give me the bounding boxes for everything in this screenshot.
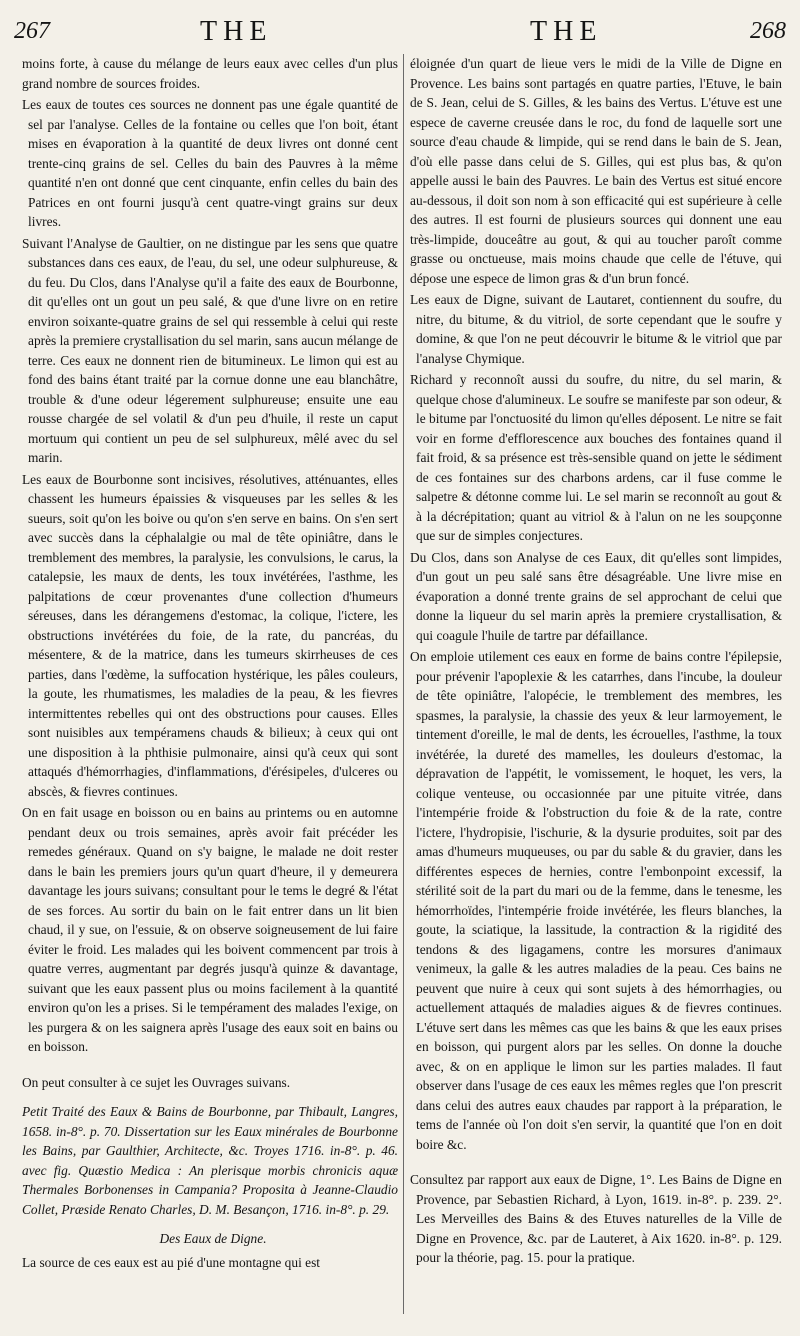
running-head-right: THE — [530, 16, 603, 47]
paragraph: Les eaux de toutes ces sources ne donnent pas une égale quantité de sel par l'analyse. Celles de la fontaine ou celles que l'on boit, étant mises en évaporation à la quantité de deux livres ont donné cent trente-cinq grains de sel. Celles du bain des Pauvres à la même quantité n'en ont donné que cent cinquante, enfin celles du bain des Patrices en ont fourni jusqu'à cent quatre-vingt grains sur deux livres. — [22, 97, 398, 229]
column-divider — [403, 54, 404, 1314]
paragraph: On en fait usage en boisson ou en bains au printems ou en automne pendant deux ou trois semaines, après avoir fait précéder les remedes généraux. Quand on s'y baigne, le malade ne doit rester dans le bain les premiers jours qu'un quart d'heure, il y demeurera davantage les jours suivans; consultant pour le tems le degré & l'état de ses forces. Au sortir du bain on le fait entrer dans un lit bien chaud, il y sue, on l'essuie, & on observe soigneusement de lui faire éviter le froid. Les malades qui les boivent commencent par trois à quatre verres, augmentant par degrés jusqu'à quinze & davantage, suivant que les eaux passent plus ou moins facilement à la quantité environ qu'on les a prises. Si le tempérament des malades l'exige, on les purgera & on les saignera après l'usage des eaux soit en bains ou en boisson. — [22, 805, 398, 1054]
paragraph: éloignée d'un quart de lieue vers le midi de la Ville de Digne en Provence. Les bains sont partagés en quatre parties, l'Etuve, le bain de S. Jean, celui de S. Gilles, & les bains des Vertus. L'étuve est une espece de caverne creusée dans le roc, du fond de laquelle sort une source d'eau chaude & limpide, qui se rend dans le bain de S. Jean, d'où elle passe dans celui de S. Gilles, qui est plus bas, & qu'on appelle aussi le bain des Pauvres. Le bain des Vertus est situé encore au-dessous, il doit son nom à son efficacité qui est supérieure à celle des autres. Il est fourni de plusieurs sources qui donnent une eau très-limpide, douceâtre au gout, & qui au toucher paroît comme grasse ou onctueuse, mais moins chaude que celle de l'étuve, qui dépose une espece de limon gras & d'un brun foncé. — [410, 56, 782, 286]
right-column — [410, 54, 782, 1270]
paragraph: Du Clos, dans son Analyse de ces Eaux, dit qu'elles sont limpides, d'un gout un peu salé sans être désagréable. Une livre mise en évaporation a donné trente grains de sel approchant de celui que donne la liqueur du sel marin après la premiere crystallisation, & qui coagule l'huile de tartre par défaillance. — [410, 549, 782, 643]
page-number-right: 268 — [750, 18, 786, 44]
section-title: Des Eaux de Digne. — [159, 1231, 267, 1246]
left-column — [22, 54, 398, 1274]
bibliography-entry: Petit Traité des Eaux & Bains de Bourbonne, par Thibault, Langres, 1658. in-8°. p. 70. Dissertation sur les Eaux minérales de Bourbonne les Bains, par Gaulthier, Architecte, &c. Troyes 1716. in-8°. p. 46. avec fig. Quæstio Medica : An plerisque morbis chronicis aquæ Thermales Borbonenses in Campania? Proposita à Jeanne-Claudio Collet, Præside Renato Charles, D. M. Besançon, 1716. in-8°. p. 29. — [22, 1104, 398, 1217]
paragraph: Les eaux de Bourbonne sont incisives, résolutives, atténuantes, elles chassent les humeurs épaissies & visqueuses par les selles & les sueurs, soit qu'on les boive ou qu'on s'en serve en bains. On s'en sert avec succès dans la céphalalgie ou mal de tête opiniâtre, dans le tremblement des membres, la paralysie, les convulsions, le carus, la catalepsie, les maux de dents, les toux invétérées, l'asthme, les palpitations de cœur provenantes d'une collection d'humeurs séreuses, dans les dérangemens d'estomac, la colique, l'ictere, les obstructions invétérées du foie, de la rate, du pancréas, du mésentere, & de la matrice, dans les tumeurs skirrheuses de ces parties, dans l'œdème, la suffocation hystérique, les pâles couleurs, la goute, les rhumatismes, les maladies de la peau, & les fievres intermittentes rebelles qui ont des obstructions pour causes. Elles sont nuisibles aux tempéramens chauds & bilieux; à ceux qui ont une disposition à la phthisie pulmonaire, ainsi qu'à ceux qui sont attaqués d'hémorrhagies, d'inflammations, d'érésipeles, d'ulceres ou abscès, & fievres continues. — [22, 471, 398, 799]
paragraph: Suivant l'Analyse de Gaultier, on ne distingue par les sens que quatre substances dans ces eaux, de l'eau, du sel, une odeur sulphureuse, & du feu. Du Clos, dans l'Analyse qu'il a faite des eaux de Bourbonne, dit qu'elles ont un gout un peu salé, & que d'une livre on en retire environ soixante-quatre grains de sel qui ressemble à celui qui reste après la premiere crystallisation du sel marin, sans aucun mélange de terre. Ces eaux ne donnent rien de bitumineux. Le limon qui est au fond des bains étant traité par la cornue donne une eau blanchâtre, trouble & d'une odeur légerement sulphureuse; ensuite une eau rousse chargée de sel volatil & d'un peu d'huile, il reste un caput mortuum qui contient un peu de sel sulphureux, mêlé avec du sel marin. — [22, 235, 398, 465]
paragraph: Consultez par rapport aux eaux de Digne, 1°. Les Bains de Digne en Provence, par Sebastien Richard, à Lyon, 1619. in-8°. p. 239. 2°. Les Merveilles des Bains & des Etuves naturelles de la Ville de Digne en Provence, &c. par de Lauteret, à Aix 1620. in-8°. p. 129. pour la théorie, pag. 15. pour la pratique. — [410, 1172, 782, 1265]
consult-line: On peut consulter à ce sujet les Ouvrages suivans. — [22, 1074, 291, 1090]
paragraph: La source de ces eaux est au pié d'une montagne qui est — [22, 1254, 321, 1270]
page-number-left: 267 — [14, 18, 50, 44]
paragraph: Les eaux de Digne, suivant de Lautaret, contiennent du soufre, du nitre, du bitume, & du vitriol, de sorte cependant que le soufre y domine, & que l'on ne peut découvrir le bitume & le vitriol que par l'analyse Chymique. — [410, 292, 782, 366]
paragraph: moins forte, à cause du mélange de leurs eaux avec celles d'un plus grand nombre de sources froides. — [22, 56, 398, 91]
paragraph: On emploie utilement ces eaux en forme de bains contre l'épilepsie, pour prévenir l'apoplexie & les catarrhes, dans l'incube, la douleur de tête opiniâtre, l'alopécie, le tremblement des membres, les spasmes, la paralysie, la chassie des yeux & leur larmoyement, le tintement d'oreille, le mal de dents, les écrouelles, l'asthme, la toux invétérée, la dureté des mamelles, les douleurs d'estomac, la dépravation de l'appétit, le vomissement, le hoquet, les vers, la colique venteuse, ou occasionnée par une pituite vitrée, dans l'intempérie froide & l'obstruction du foie & de la rate, contre l'ictere, l'hydropisie, l'ischurie, & la dysurie produites, soit par des amas d'humeurs muqueuses, ou par du sable & du gravier, dans les différentes especes de hernies, contre l'embonpoint excessif, la stérilité soit de la part du mari ou de la femme, dans le tenesme, les hémorrhoïdes, l'intempérie froide invétérée, les fleurs blanches, la goute, la sciatique, la lassitude, la contraction & la rigidité des tendons & des ligagamens, contre les morsures d'animaux venimeux, la galle & les autres maladies de la peau. Ces bains ne peuvent que nuire à ceux qui sont sujets à des hémorrhagies, ou actuellement attaqués de maladies aigues & de fievres continues. L'étuve sert dans les mêmes cas que les bains & que les eaux prises en boisson, qui purgent alors par les selles. On donne la douche avec, & on en applique le limon sur les parties malades. Il faut observer dans l'usage de ces eaux les mêmes regles que l'on prescrit dans celui des autres eaux chaudes par rapport à la préparation, le tems de l'année où l'on doit s'en servir, la quantité que l'on en doit boire &c. — [410, 649, 782, 1152]
running-header — [0, 8, 800, 48]
running-head-left: THE — [200, 16, 273, 47]
paragraph: Richard y reconnoît aussi du soufre, du nitre, du sel marin, & quelque chose d'alumineux. Le soufre se manifeste par son odeur, & le bitume par l'onctuosité du limon qu'elles déposent. Le nitre se fait voir en forme d'efflorescence aux bouches des fontaines quand il fait froid, & sa présence est très-sensible quand on jette le sédiment de ces fontaines sur des charbons ardens, car il fuse comme le salpetre & détonne comme lui. Le sel marin se reconnoît au gout & à la décrépitation; quant au vitriol & à l'alun on ne les soupçonne que sur de simples conjectures. — [410, 372, 782, 543]
